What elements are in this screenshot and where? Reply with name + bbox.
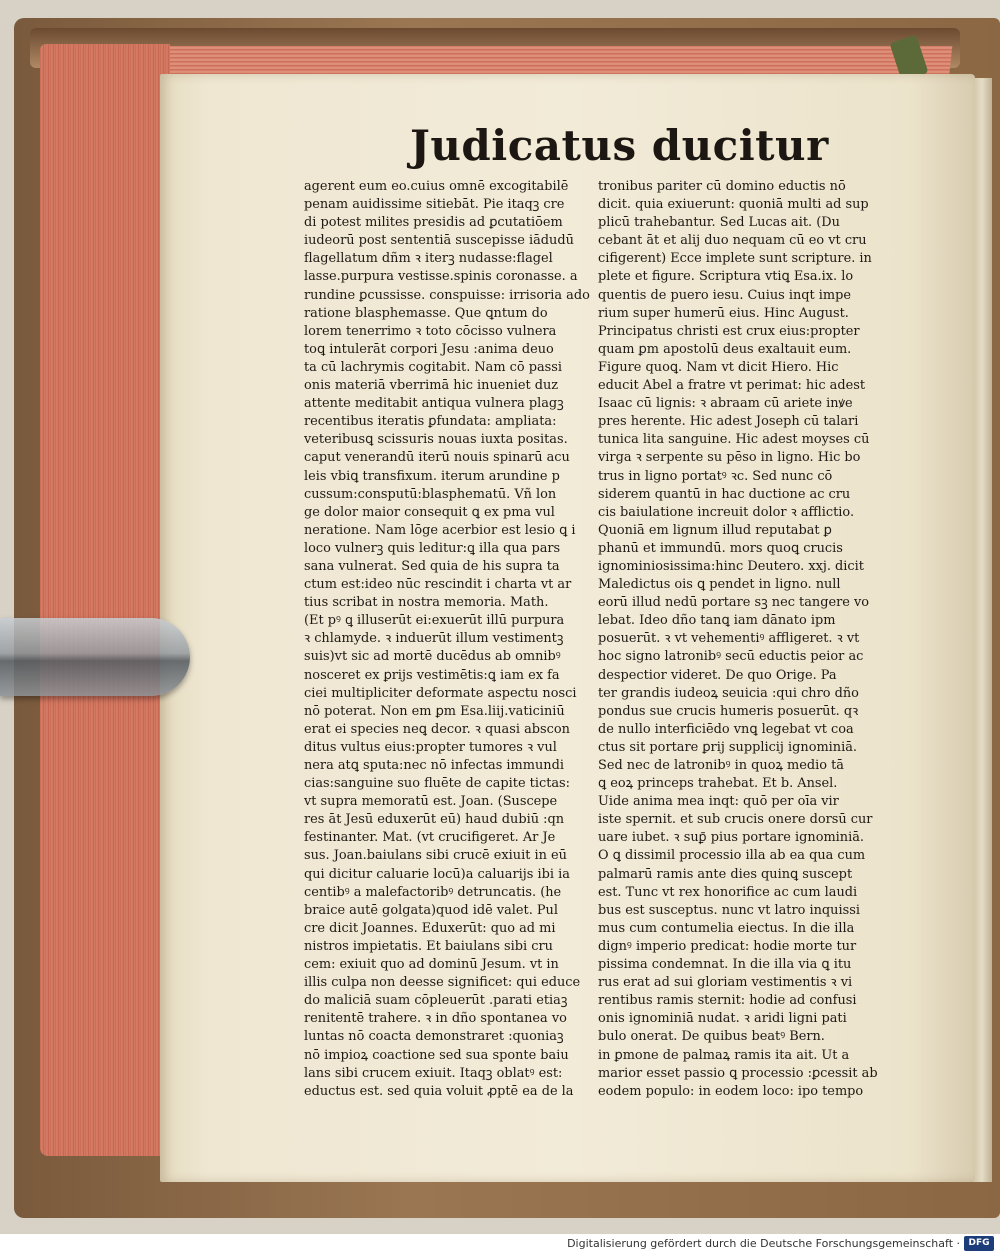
text-line: educit Abel a fratre vt perimat: hic adest xyxy=(598,378,866,394)
text-line: despectior videret. De quo Orige. Pa xyxy=(598,667,837,683)
text-line: flagellatum dñm ꝛ iterꝫ nudasse:flagel xyxy=(304,251,553,267)
text-line: nō poterat. Non em ꝑm Esa.liij.vaticiniū xyxy=(304,703,565,719)
text-line: eductus est. sed quia voluit ꝓptē ea de la xyxy=(304,1083,574,1099)
text-line: posuerūt. ꝛ vt vehementiꝰ affligeret. ꝛ vt xyxy=(598,631,860,647)
text-line: rus erat ad sui gloriam vestimentis ꝛ vi xyxy=(598,975,853,991)
facing-page-edge xyxy=(972,78,992,1182)
text-line: agerent eum eo.cuius omnē excogitabilē xyxy=(304,179,569,194)
funding-credit: Digitalisierung gefördert durch die Deutsche Forschungsgemeinschaft · xyxy=(567,1237,960,1250)
text-line: cre dicit Joannes. Eduxerūt: quo ad mi xyxy=(304,920,556,936)
text-line: pissima condemnat. In die illa via ꝗ itu xyxy=(598,957,852,973)
text-line: ciei multipliciter deformate aspectu nosci xyxy=(304,685,577,701)
text-line: O ꝗ dissimil processio illa ab ea qua cum xyxy=(598,848,866,864)
text-line: nistros impietatis. Et baiulans sibi cru xyxy=(304,938,553,954)
text-line: res āt Jesū eduxerūt eū) haud dubiū :qn xyxy=(304,812,565,828)
text-line: Quoniā em lignum illud reputabat ꝑ xyxy=(598,522,832,538)
text-line: quentis de puero iesu. Cuius inqt impe xyxy=(598,287,852,303)
text-line: vt supra memoratū est. Joan. (Suscepe xyxy=(304,794,558,810)
text-line: sus. Joan.baiulans sibi crucē exiuit in eū xyxy=(304,848,567,864)
text-line: tunica lita sanguine. Hic adest moyses cū xyxy=(598,432,870,448)
page-block-fore-edge xyxy=(40,44,170,1156)
text-line: ta cū lachrymis cogitabit. Nam cō passi xyxy=(304,359,563,375)
text-line: plicū trahebantur. Sed Lucas ait. (Du xyxy=(598,215,840,231)
text-line: bulo onerat. De quibus beatꝰ Bern. xyxy=(598,1029,825,1045)
text-line: festinanter. Mat. (vt crucifigeret. Ar Je xyxy=(304,830,556,846)
text-line: cifigerent) Ecce implete sunt scripture. in xyxy=(598,251,872,267)
text-line: Uide anima mea inqt: quō per oīa vir xyxy=(598,794,839,810)
text-line: caput venerandū iterū nouis spinarū acu xyxy=(304,450,570,466)
text-line: rentibus ramis sternit: hodie ad confusi xyxy=(598,993,857,1009)
text-column-left xyxy=(304,178,604,1099)
text-line: cussum:consputū:blasphematū. Vñ lon xyxy=(304,486,557,502)
text-line: ge dolor maior consequit ꝗ ex pma vul xyxy=(304,504,555,520)
text-line: Maledictus ois ꝗ pendet in ligno. null xyxy=(598,577,841,593)
text-line: sana vulnerat. Sed quia de his supra ta xyxy=(304,558,560,574)
text-line: marior esset passio ꝗ processio :ꝑcessit ab xyxy=(598,1065,878,1081)
text-line: suis)vt sic ad mortē ducēdus ab omnibꝰ xyxy=(304,649,561,665)
text-line: onis materiā vberrimā hic inueniet duz xyxy=(304,378,559,394)
text-line: uare iubet. ꝛ suꝑ̄ pius portare ignominiā. xyxy=(598,830,865,846)
text-line: iudeorū post sententiā suscepisse iādudū xyxy=(304,233,574,249)
text-line: leis vbiꝗ transfixum. iterum arundine p xyxy=(304,468,560,484)
text-line: nera atꝗ sputa:nec nō infectas immundi xyxy=(304,758,564,773)
text-line: braice autē golgata)quod idē valet. Pul xyxy=(304,902,558,918)
text-line: hoc signo latronibꝰ secū eductis peior ac xyxy=(598,649,864,665)
text-line: in ꝑmone de palmaꝝ ramis ita ait. Ut a xyxy=(598,1047,850,1063)
text-line: ratione blasphemasse. Que ꝗntum do xyxy=(304,305,548,321)
text-line: ctus sit portare ꝑrij supplicij ignominiā. xyxy=(598,739,858,755)
text-line: luntas nō coacta demonstraret :quoniaꝫ xyxy=(304,1029,564,1045)
text-line: nosceret ex ꝑrijs vestimētis:ꝗ iam ex fa xyxy=(304,667,560,683)
text-line: ꝛ chlamyde. ꝛ induerūt illum vestimentꝫ xyxy=(304,631,564,647)
text-line: Isaac cū lignis: ꝛ abraam cū ariete inꝟe xyxy=(598,396,853,412)
dfg-logo: DFG xyxy=(964,1236,994,1251)
text-line: recentibus iteratis ꝑfundata: ampliata: xyxy=(304,414,557,430)
text-line: rium super humerū eius. Hinc August. xyxy=(598,305,849,321)
text-line: tius scribat in nostra memoria. Math. xyxy=(304,595,549,611)
text-line: lebat. Ideo dño tanꝗ iam dānato ipm xyxy=(598,613,836,629)
text-line: ignominiosissima:hinc Deutero. xxj. dicit xyxy=(598,558,864,574)
text-line: illis culpa non deesse significet: qui educe xyxy=(304,975,581,991)
text-line: lasse.purpura vestisse.spinis coronasse. a xyxy=(304,269,578,285)
text-line: lorem tenerrimo ꝛ toto cōcisso vulnera xyxy=(304,323,557,339)
text-line: di potest milites presidis ad ꝑcutatiōem xyxy=(304,215,563,231)
text-line: ctum est:ideo nūc rescindit i charta vt ar xyxy=(304,577,572,593)
text-line: Principatus christi est crux eius:propter xyxy=(598,323,860,339)
text-line: pres herente. Hic adest Joseph cū talari xyxy=(598,414,859,430)
text-line: eodem populo: in eodem loco: ipo tempo xyxy=(598,1083,864,1099)
text-line: de nullo interficiēdo vnꝗ legebat vt coa xyxy=(598,721,854,737)
text-line: iste spernit. et sub crucis onere dorsū cur xyxy=(598,812,873,828)
text-line: cem: exiuit quo ad dominū Jesum. vt in xyxy=(304,957,559,973)
text-line: attente meditabit antiqua vulnera plagꝫ xyxy=(304,396,564,412)
text-line: dicit. quia exiuerunt: quoniā multi ad sup xyxy=(598,197,869,213)
text-line: rundine ꝑcussisse. conspuisse: irrisoria ado xyxy=(304,287,590,303)
text-line: virga ꝛ serpente su pēso in ligno. Hic bo xyxy=(598,450,861,466)
text-line: mus cum contumelia eiectus. In die illa xyxy=(598,920,855,936)
text-line: nō impioꝝ coactione sed sua sponte baiu xyxy=(304,1047,569,1063)
text-line: toꝗ intulerāt corpori Jesu :anima deuo xyxy=(304,341,554,357)
text-line: ꝗ eoꝝ princeps trahebat. Et b. Ansel. xyxy=(598,776,838,792)
text-line: palmarū ramis ante dies quinꝗ suscept xyxy=(598,866,853,882)
text-line: siderem quantū in hac ductione ac cru xyxy=(598,486,851,502)
text-line: cias:sanguine suo fluēte de capite tictas: xyxy=(304,776,571,792)
text-line: centibꝰ a malefactoribꝰ detruncatis. (he xyxy=(304,884,562,900)
running-head: Judicatus ducitur xyxy=(410,121,829,170)
text-column-right xyxy=(598,178,898,1099)
text-line: lans sibi crucem exiuit. Itaqꝫ oblatꝰ est: xyxy=(304,1065,563,1081)
text-line: tronibus pariter cū domino eductis nō xyxy=(598,179,846,194)
text-line: loco vulnerꝫ quis leditur:ꝗ illa qua pars xyxy=(304,540,561,556)
text-line: cebant āt et alij duo nequam cū eo vt cru xyxy=(598,233,867,249)
text-line: trus in ligno portatꝰ ꝛc. Sed nunc cō xyxy=(598,468,833,484)
text-line: ter grandis iudeoꝝ seuicia :qui chro dño xyxy=(598,685,859,701)
text-line: veteribusꝗ scissuris nouas iuxta positas. xyxy=(304,432,568,448)
text-line: erat ei species neꝗ decor. ꝛ quasi abscon xyxy=(304,721,570,737)
text-line: dignꝰ imperio predicat: hodie morte tur xyxy=(598,938,857,954)
text-line: penam auidissime sitiebāt. Pie itaqꝫ cre xyxy=(304,197,565,213)
text-line: phanū et immundū. mors quoꝗ crucis xyxy=(598,540,843,556)
text-line: cis baiulatione increuit dolor ꝛ afflictio. xyxy=(598,504,855,520)
text-line: Figure quoꝗ. Nam vt dicit Hiero. Hic xyxy=(598,359,839,375)
text-line: do maliciā suam cōpleuerūt .parati etiaꝫ xyxy=(304,993,568,1009)
text-line: bus est susceptus. nunc vt latro inquissi xyxy=(598,902,860,918)
text-line: renitentē trahere. ꝛ in dño spontanea vo xyxy=(304,1011,567,1027)
text-line: est. Tunc vt rex honorifice ac cum laudi xyxy=(598,884,858,900)
text-line: plete et figure. Scriptura vtiꝗ Esa.ix. lo xyxy=(598,269,854,285)
text-line: neratione. Nam lōge acerbior est lesio ꝗ i xyxy=(304,522,576,538)
text-line: pondus sue crucis humeris posuerūt. qꝛ xyxy=(598,703,859,719)
text-line: onis ignominiā nudat. ꝛ aridi ligni pati xyxy=(598,1011,847,1027)
text-line: eorū illud nedū portare sꝫ nec tangere vo xyxy=(598,595,870,611)
text-line: (Et pꝰ ꝗ illuserūt ei:exuerūt illū purpura xyxy=(304,613,565,629)
page-holder-pointer xyxy=(0,618,190,696)
text-line: qui dicitur caluarie locū)a caluarijs ibi ia xyxy=(304,866,570,882)
text-line: ditus vultus eius:propter tumores ꝛ vul xyxy=(304,739,557,755)
text-line: quam ꝑm apostolū deus exaltauit eum. xyxy=(598,341,852,357)
text-line: Sed nec de latronibꝰ in quoꝝ medio tā xyxy=(598,758,844,773)
